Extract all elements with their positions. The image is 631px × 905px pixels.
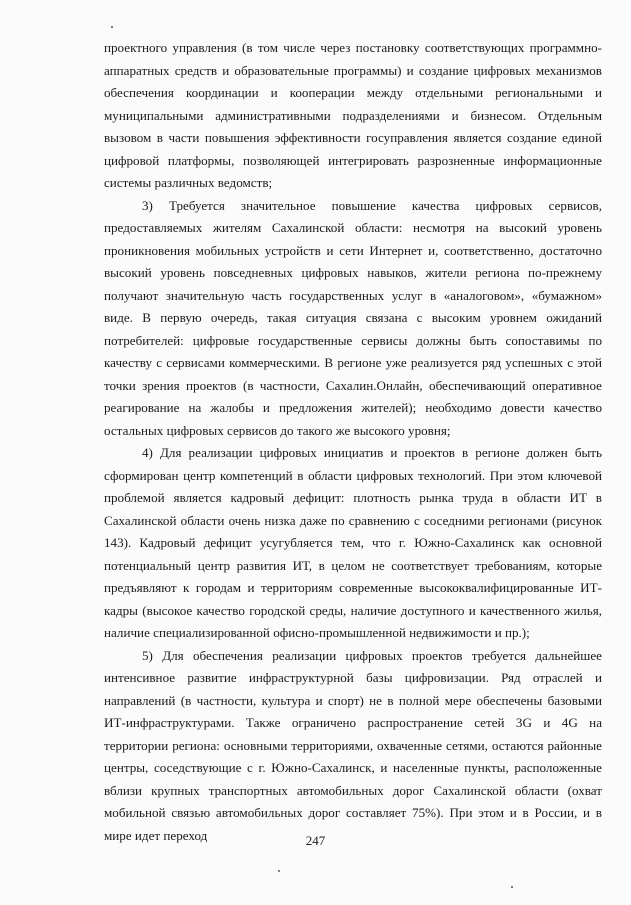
paragraph-item-5: 5) Для обеспечения реализации цифровых проектов требуется дальнейшее интенсивное развитие инфраструктурной базы цифровизации. Ряд отраслей и направлений (в частности, культура и спорт) не в полной мере обеспечены базовыми ИТ-инфраструктурами. Также ограничено распространение сетей 3G и 4G на территории региона: основными территориями, охваченные сетями, остаются районные центры, соседствующие с г. Южно-Сахалинск, и населенные пункты, расположенные вблизи крупных транспортных автомобильных дорог Сахалинской области (охват мобильной связью автомобильных дорог составляет 75%). При этом и в России, и в мире идет переход	[104, 647, 602, 843]
scan-speck	[278, 870, 280, 872]
scan-speck	[511, 886, 513, 888]
body-text	[104, 37, 602, 847]
page-number: 247	[305, 833, 326, 848]
paragraph-continuation: проектного управления (в том числе через постановку соответствующих программно-аппаратных средств и образовательные программы) и создание цифровых механизмов обеспечения координации и кооперации между отдельными региональными и муниципальными административными подразделениями и бизнесом. Отдельным вызовом в части повышения эффективности госуправления является создание единой цифровой платформы, позволяющей интегрировать разрозненные информационные системы различных ведомств;	[104, 40, 602, 190]
paragraph-item-4: 4) Для реализации цифровых инициатив и проектов в регионе должен быть сформирован центр компетенций в области цифровых технологий. При этом ключевой проблемой является кадровый дефицит: плотность рынка труда в области ИТ в Сахалинской области очень низка даже по сравнению с соседними регионами (рисунок 143). Кадровый дефицит усугубляется тем, что г. Южно-Сахалинск как основной потенциальный центр развития ИТ, в целом не соответствует требованиям, которые предъявляют к городам и территориям современные высококвалифицированные ИТ-кадры (высокое качество городской среды, наличие доступного и качественного жилья, наличие специализированной офисно-промышленной недвижимости и пр.);	[104, 445, 602, 640]
scan-speck	[111, 26, 113, 28]
paragraph-item-3: 3) Требуется значительное повышение качества цифровых сервисов, предоставляемых жителям Сахалинской области: несмотря на высокий уровень проникновения мобильных устройств и сети Интернет и, соответственно, достаточно высокий уровень повседневных цифровых навыков, жители региона по-прежнему получают значительную часть государственных услуг в «аналоговом», «бумажном» виде. В первую очередь, такая ситуация связана с высоким уровнем ожиданий потребителей: цифровые государственные сервисы должны быть сопоставимы по качеству с сервисами коммерческими. В регионе уже реализуется ряд успешных с этой точки зрения проектов (в частности, Сахалин.Онлайн, обеспечивающий оперативное реагирование на жалобы и предложения жителей); необходимо довести качество остальных цифровых сервисов до такого же высокого уровня;	[104, 197, 602, 438]
